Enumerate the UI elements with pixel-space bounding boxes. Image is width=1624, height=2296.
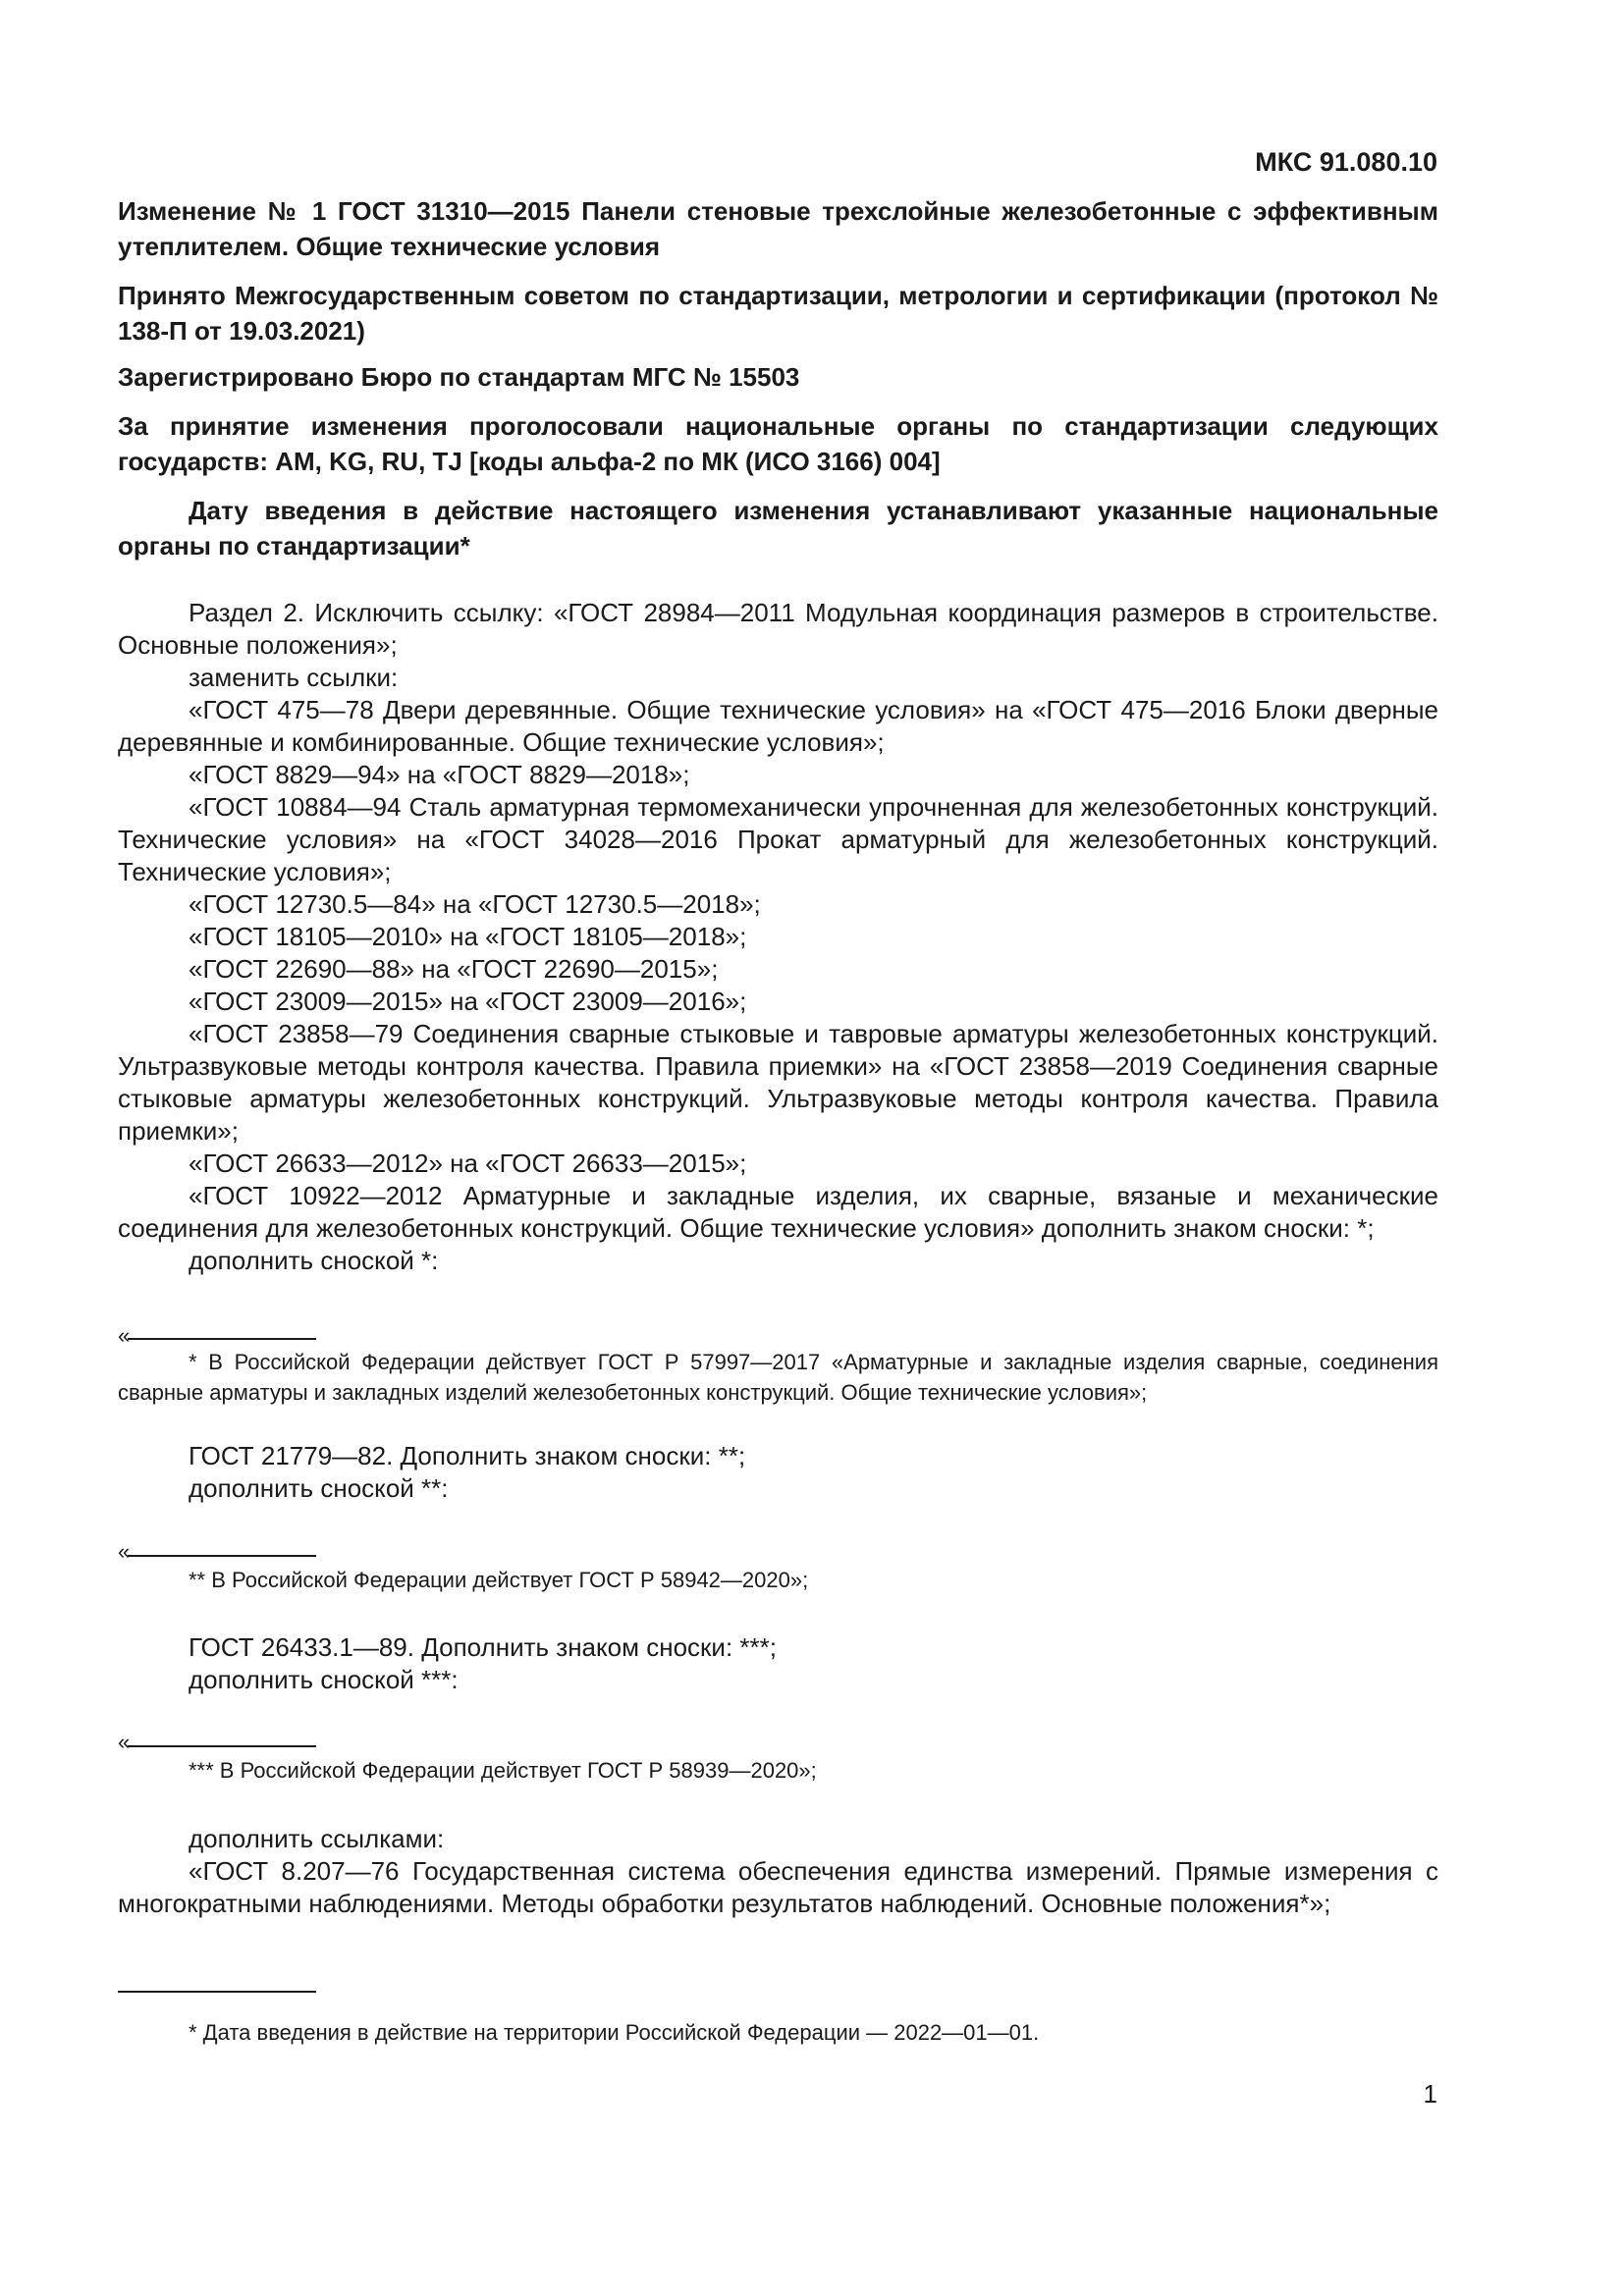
paragraph: «ГОСТ 8829—94» на «ГОСТ 8829—2018»; bbox=[189, 760, 690, 789]
added-references bbox=[118, 1823, 1438, 1920]
footnote-1 bbox=[118, 1347, 1438, 1408]
paragraph: ГОСТ 26433.1—89. Дополнить знаком сноски: ***; bbox=[189, 1632, 777, 1662]
footnote-3 bbox=[118, 1755, 1438, 1786]
paragraph: дополнить сноской **: bbox=[189, 1473, 449, 1503]
paragraph: ГОСТ 21779—82. Дополнить знаком сноски: **; bbox=[189, 1441, 746, 1470]
footnote-rule bbox=[128, 1338, 316, 1340]
effective-date-note: Дату введения в действие настоящего изменения устанавливают указанные национальные органы по стандартизации* bbox=[118, 496, 1438, 561]
voting-states: За принятие изменения проголосовали национальные органы по стандартизации следующих государств: AM, KG, RU, TJ [коды альфа-2 по МК (ИСО 3166) 004] bbox=[118, 411, 1438, 476]
footnote-text: * В Российской Федерации действует ГОСТ Р 57997—2017 «Арматурные и закладные изделия сварные, соединения сварные арматуры и закладных изделий железобетонных конструкций. Общие технические условия»; bbox=[118, 1350, 1438, 1405]
registration-note: Зарегистрировано Бюро по стандартам МГС № 15503 bbox=[118, 362, 800, 392]
page-footnote-rule bbox=[118, 1991, 316, 1993]
footnote-text: * Дата введения в действие на территории Российской Федерации — 2022—01—01. bbox=[189, 2020, 1040, 2045]
footnote-open-quote: « bbox=[118, 1730, 131, 1754]
footnote-text: ** В Российской Федерации действует ГОСТ Р 58942—2020»; bbox=[189, 1568, 809, 1592]
adopted-by: Принято Межгосударственным советом по стандартизации, метрологии и сертификации (протокол № 138-П от 19.03.2021) bbox=[118, 281, 1438, 346]
classification-code: МКС 91.080.10 bbox=[1255, 147, 1437, 177]
footnote-open-quote: « bbox=[118, 1323, 131, 1348]
section-21779 bbox=[118, 1440, 1438, 1505]
paragraph: «ГОСТ 10922—2012 Арматурные и закладные изделия, их сварные, вязаные и механические соединения для железобетонных конструкций. Общие технические условия» дополнить знаком сноски: *; bbox=[118, 1181, 1438, 1243]
paragraph: дополнить сноской *: bbox=[189, 1246, 439, 1275]
paragraph: Раздел 2. Исключить ссылку: «ГОСТ 28984—2011 Модульная координация размеров в строительстве. Основные положения»; bbox=[118, 598, 1438, 660]
paragraph: «ГОСТ 23009—2015» на «ГОСТ 23009—2016»; bbox=[189, 987, 747, 1016]
footnote-2 bbox=[118, 1565, 1438, 1595]
references-section bbox=[118, 597, 1438, 1277]
paragraph: «ГОСТ 18105—2010» на «ГОСТ 18105—2018»; bbox=[189, 922, 747, 951]
paragraph: «ГОСТ 23858—79 Соединения сварные стыковые и тавровые арматуры железобетонных конструкций. Ультразвуковые методы контроля качества. Правила приемки» на «ГОСТ 23858—2019 Соединения сварные стыковые арматуры железобетонных конструкций. Ультразвуковые методы контроля качества. Правила приемки»; bbox=[118, 1019, 1438, 1146]
section-26433 bbox=[118, 1631, 1438, 1696]
page-footnote bbox=[118, 2017, 1438, 2048]
footnote-rule bbox=[128, 1555, 316, 1557]
paragraph: дополнить ссылками: bbox=[189, 1824, 445, 1853]
paragraph: «ГОСТ 26633—2012» на «ГОСТ 26633—2015»; bbox=[189, 1148, 747, 1178]
amendment-title: Изменение № 1 ГОСТ 31310—2015 Панели стеновые трехслойные железобетонные с эффективным утеплителем. Общие технические условия bbox=[118, 196, 1438, 261]
paragraph: «ГОСТ 475—78 Двери деревянные. Общие технические условия» на «ГОСТ 475—2016 Блоки дверные деревянные и комбинированные. Общие технические условия»; bbox=[118, 695, 1438, 757]
paragraph: «ГОСТ 12730.5—84» на «ГОСТ 12730.5—2018»; bbox=[189, 889, 761, 919]
paragraph: «ГОСТ 10884—94 Сталь арматурная термомеханически упрочненная для железобетонных конструкций. Технические условия» на «ГОСТ 34028—2016 Прокат арматурный для железобетонных конструкций. Технические условия»; bbox=[118, 792, 1438, 886]
footnote-rule bbox=[128, 1745, 316, 1747]
footnote-text: *** В Российской Федерации действует ГОСТ Р 58939—2020»; bbox=[189, 1758, 817, 1783]
paragraph: дополнить сноской ***: bbox=[189, 1665, 459, 1694]
paragraph: «ГОСТ 22690—88» на «ГОСТ 22690—2015»; bbox=[189, 954, 719, 984]
page-number: 1 bbox=[1423, 2079, 1437, 2109]
paragraph: «ГОСТ 8.207—76 Государственная система обеспечения единства измерений. Прямые измерения с многократными наблюдениями. Методы обработки результатов наблюдений. Основные положения*»; bbox=[118, 1856, 1438, 1918]
footnote-open-quote: « bbox=[118, 1539, 131, 1564]
paragraph: заменить ссылки: bbox=[189, 663, 399, 692]
